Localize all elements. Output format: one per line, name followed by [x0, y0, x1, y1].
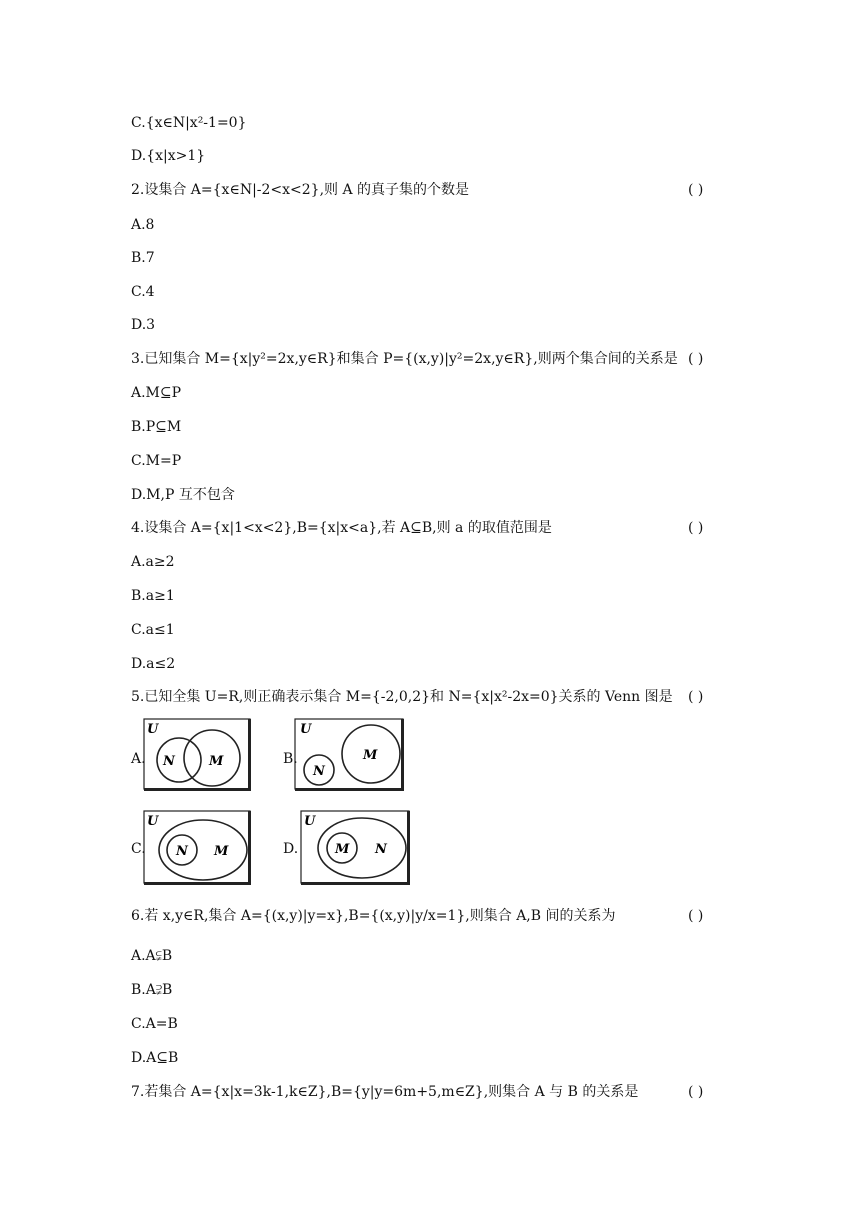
- question-4: 4.设集合 A={x|1<x<2},B={x|x<a},若 A⊆B,则 a 的取值范围是: [131, 520, 552, 536]
- set-n-label: N: [163, 754, 175, 769]
- answer-paren-q2: ( ): [688, 182, 704, 198]
- universe-label: U: [300, 722, 312, 737]
- venn-diagram-d: [300, 810, 412, 886]
- set-n-label: N: [313, 764, 325, 779]
- answer-paren-q5: ( ): [688, 689, 704, 705]
- universe-label: U: [147, 814, 159, 829]
- set-m-label: M: [335, 842, 350, 857]
- option-c-q6: C.A=B: [131, 1016, 178, 1032]
- question-7: 7.若集合 A={x|x=3k-1,k∈Z},B={y|y=6m+5,m∈Z},则集合 A 与 B 的关系是: [131, 1084, 639, 1100]
- question-6: 6.若 x,y∈R,集合 A={(x,y)|y=x},B={(x,y)|y/x=1},则集合 A,B 间的关系为: [131, 908, 616, 924]
- option-d-q3: D.M,P 互不包含: [131, 487, 235, 503]
- answer-paren-q3: ( ): [688, 351, 704, 367]
- answer-paren-q4: ( ): [688, 520, 704, 536]
- option-a-q2: A.8: [131, 217, 155, 233]
- option-a-q3: A.M⊆P: [131, 385, 182, 401]
- option-b-q3: B.P⊆M: [131, 419, 182, 435]
- option-c-q3: C.M=P: [131, 453, 182, 469]
- universe-label: U: [147, 722, 159, 737]
- option-b-q4: B.a≥1: [131, 588, 175, 604]
- option-c-q2: C.4: [131, 284, 155, 300]
- option-b-q6: B.A⫌B: [131, 982, 173, 998]
- question-2: 2.设集合 A={x∈N|-2<x<2},则 A 的真子集的个数是: [131, 182, 470, 198]
- venn-diagram-a: [143, 718, 253, 792]
- set-m-label: M: [214, 844, 229, 859]
- option-d-q4: D.a≤2: [131, 656, 176, 672]
- set-m-label: M: [363, 748, 378, 763]
- venn-diagram-b: [294, 718, 406, 792]
- option-d-q2: D.3: [131, 317, 156, 333]
- venn-option-b-label: B.: [283, 751, 298, 767]
- option-a-q6: A.A⫋B: [131, 948, 173, 964]
- option-d-q6: D.A⊆B: [131, 1050, 179, 1066]
- set-n-label: N: [176, 844, 188, 859]
- venn-option-d-label: D.: [283, 841, 299, 857]
- set-m-label: M: [209, 754, 224, 769]
- answer-paren-q7: ( ): [688, 1084, 704, 1100]
- universe-label: U: [304, 814, 316, 829]
- venn-option-c-label: C.: [131, 841, 146, 857]
- venn-option-a-label: A.: [131, 751, 146, 767]
- set-n-label: N: [375, 842, 387, 857]
- option-c-q4: C.a≤1: [131, 622, 175, 638]
- option-a-q4: A.a≥2: [131, 554, 175, 570]
- option-c-q1: C.{x∈N|x²-1=0}: [131, 115, 247, 131]
- answer-paren-q6: ( ): [688, 908, 704, 924]
- option-d-q1: D.{x|x>1}: [131, 148, 206, 164]
- option-b-q2: B.7: [131, 250, 155, 266]
- question-3: 3.已知集合 M={x|y²=2x,y∈R}和集合 P={(x,y)|y²=2x,y∈R},则两个集合间的关系是: [131, 351, 678, 367]
- question-5: 5.已知全集 U=R,则正确表示集合 M={-2,0,2}和 N={x|x²-2x=0}关系的 Venn 图是: [131, 689, 673, 705]
- venn-diagram-c: [143, 810, 253, 886]
